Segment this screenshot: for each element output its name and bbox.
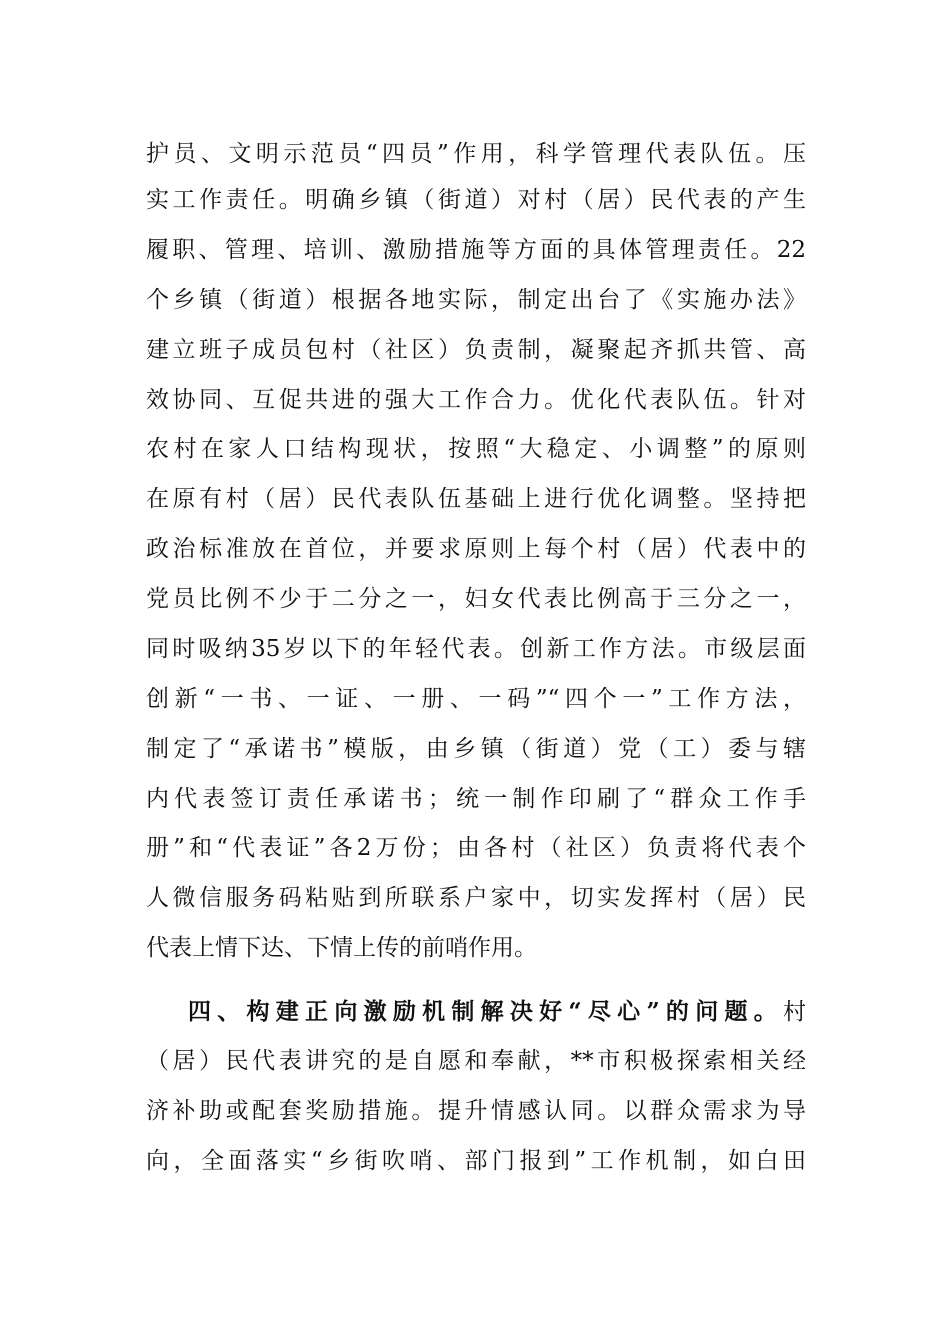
paragraph-line: （居）民代表讲究的是自愿和奉献，**市积极探索相关经 [146,1048,806,1074]
paragraph-line: 护员、文明示范员“四员”作用，科学管理代表队伍。压 [146,141,806,167]
section-heading-line [188,987,806,1037]
paragraph-line: 人微信服务码粘贴到所联系户家中，切实发挥村（居）民 [146,885,806,911]
paragraph-line: 履职、管理、培训、激励措施等方面的具体管理责任。22 [146,237,806,263]
paragraph-line: 在原有村（居）民代表队伍基础上进行优化调整。坚持把 [146,486,806,512]
section-heading-rest: 村 [783,999,806,1025]
paragraph-line: 创新“一书、一证、一册、一码”“四个一”工作方法， [146,686,806,712]
paragraph-line: 农村在家人口结构现状，按照“大稳定、小调整”的原则 [146,436,806,462]
paragraph-line: 代表上情下达、下情上传的前哨作用。 [146,935,537,961]
paragraph-line: 内代表签订责任承诺书；统一制作印刷了“群众工作手 [146,786,806,812]
paragraph-line: 党员比例不少于二分之一，妇女代表比例高于三分之一， [146,586,806,612]
paragraph-line: 册”和“代表证”各2万份；由各村（社区）负责将代表个 [146,835,806,861]
paragraph-line: 效协同、互促共进的强大工作合力。优化代表队伍。针对 [146,387,806,413]
paragraph-line: 政治标准放在首位，并要求原则上每个村（居）代表中的 [146,536,806,562]
paragraph-line: 济补助或配套奖励措施。提升情感认同。以群众需求为导 [146,1098,806,1124]
paragraph-line: 个乡镇（街道）根据各地实际，制定出台了《实施办法》 [146,287,806,313]
section-heading: 四、构建正向激励机制解决好“尽心”的问题。 [188,998,783,1025]
paragraph-line: 向，全面落实“乡街吹哨、部门报到”工作机制，如白田 [146,1148,806,1174]
paragraph-line: 制定了“承诺书”模版，由乡镇（街道）党（工）委与辖 [146,736,806,762]
paragraph-line: 实工作责任。明确乡镇（街道）对村（居）民代表的产生 [146,187,806,213]
paragraph-line: 同时吸纳35岁以下的年轻代表。创新工作方法。市级层面 [146,636,806,662]
paragraph-line: 建立班子成员包村（社区）负责制，凝聚起齐抓共管、高 [146,337,806,363]
